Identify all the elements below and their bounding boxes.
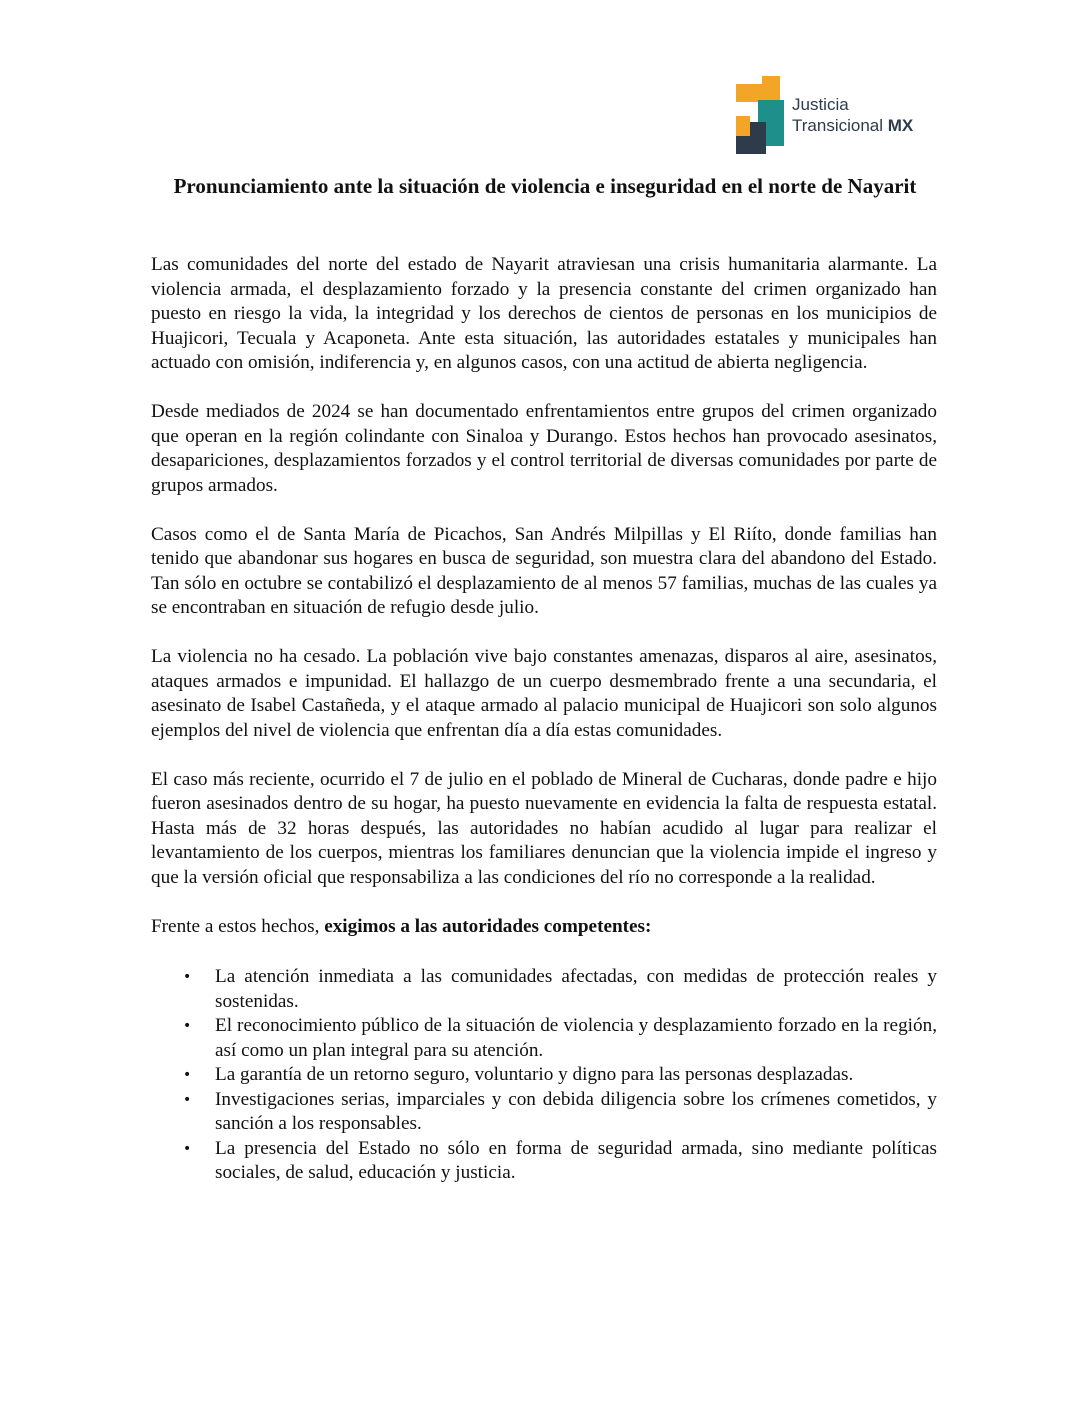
demands-intro-lead: Frente a estos hechos, [151,915,325,937]
logo-word-transicional: Transicional [792,116,884,135]
demands-list [151,965,937,1186]
demand-item [151,1088,937,1137]
paragraph-2: Desde mediados de 2024 se han documentado enfrentamientos entre grupos del crimen organizado que operan en la región colindante con Sinaloa y Durango. Estos hechos han provocado asesinatos, desapariciones, desplazamientos forzados y el control territorial de diversas comunidades por parte de grupos armados. [151,401,937,496]
justicia-transicional-logo [734,76,940,162]
bullet-icon: • [183,969,192,985]
demands-intro [151,915,937,940]
demands-intro-bold: exigimos a las autoridades competentes: [324,915,652,937]
bullet-icon: • [183,1140,192,1157]
logo-word-mx: MX [887,116,914,135]
demand-item [151,1063,937,1088]
paragraph-5: El caso más reciente, ocurrido el 7 de julio en el poblado de Mineral de Cucharas, donde padre e hijo fueron asesinados dentro de su hogar, ha puesto nuevamente en evidencia la falta de respuesta estatal. Hasta más de 32 horas después, las autoridades no habían acudido al lugar para realizar el levantamiento de los cuerpos, mientras los familiares denuncian que la violencia impide el ingreso y que la versión oficial que responsabiliza a las condiciones del río no corresponde a la realidad. [151,768,937,888]
logo-line-2 [792,115,913,136]
bullet-icon: • [183,1018,192,1034]
demand-text: Investigaciones serias, imparciales y con debida diligencia sobre los crímenes cometidos, y sanción a los responsables. [215,1088,937,1134]
logo-wordmark [792,94,913,136]
logo-mark-icon [734,76,790,156]
demand-text: El reconocimiento público de la situación de violencia y desplazamiento forzado en la región, así como un plan integral para su atención. [215,1015,937,1061]
bullet-icon: • [183,1091,192,1108]
document-title: Pronunciamiento ante la situación de violencia e inseguridad en el norte de Nayarit [173,174,917,198]
demand-text: La presencia del Estado no sólo en forma de seguridad armada, sino mediante políticas sociales, de salud, educación y justicia. [215,1137,937,1183]
paragraph-1: Las comunidades del norte del estado de Nayarit atraviesan una crisis humanitaria alarmante. La violencia armada, el desplazamiento forzado y la presencia constante del crimen organizado han puesto en riesgo la vida, la integridad y los derechos de cientos de personas en los municipios de Huajicori, Tecuala y Acaponeta. Ante esta situación, las autoridades estatales y municipales han actuado con omisión, indiferencia y, en algunos casos, con una actitud de abierta negligencia. [151,254,937,373]
paragraph-3: Casos como el de Santa María de Picachos, San Andrés Milpillas y El Riíto, donde familias han tenido que abandonar sus hogares en busca de seguridad, son muestra clara del abandono del Estado. Tan sólo en octubre se contabilizó el desplazamiento de al menos 57 familias, muchas de las cuales ya se encontraban en situación de refugio desde julio. [151,523,937,618]
demand-text: La garantía de un retorno seguro, voluntario y digno para las personas desplazadas. [215,1064,854,1085]
demand-text: La atención inmediata a las comunidades afectadas, con medidas de protección reales y sostenidas. [215,966,937,1012]
demand-item [151,1014,937,1063]
bullet-icon: • [183,1067,192,1083]
demand-item [151,1137,937,1186]
document-body [151,253,937,1186]
paragraph-4: La violencia no ha cesado. La población vive bajo constantes amenazas, disparos al aire, asesinatos, ataques armados e impunidad. El hallazgo de un cuerpo desmembrado frente a una secundaria, el asesinato de Isabel Castañeda, y el ataque armado al palacio municipal de Huajicori son solo algunos ejemplos del nivel de violencia que enfrentan día a día estas comunidades. [151,646,937,741]
logo-line-1: Justicia [792,95,849,114]
demand-item [151,965,937,1014]
